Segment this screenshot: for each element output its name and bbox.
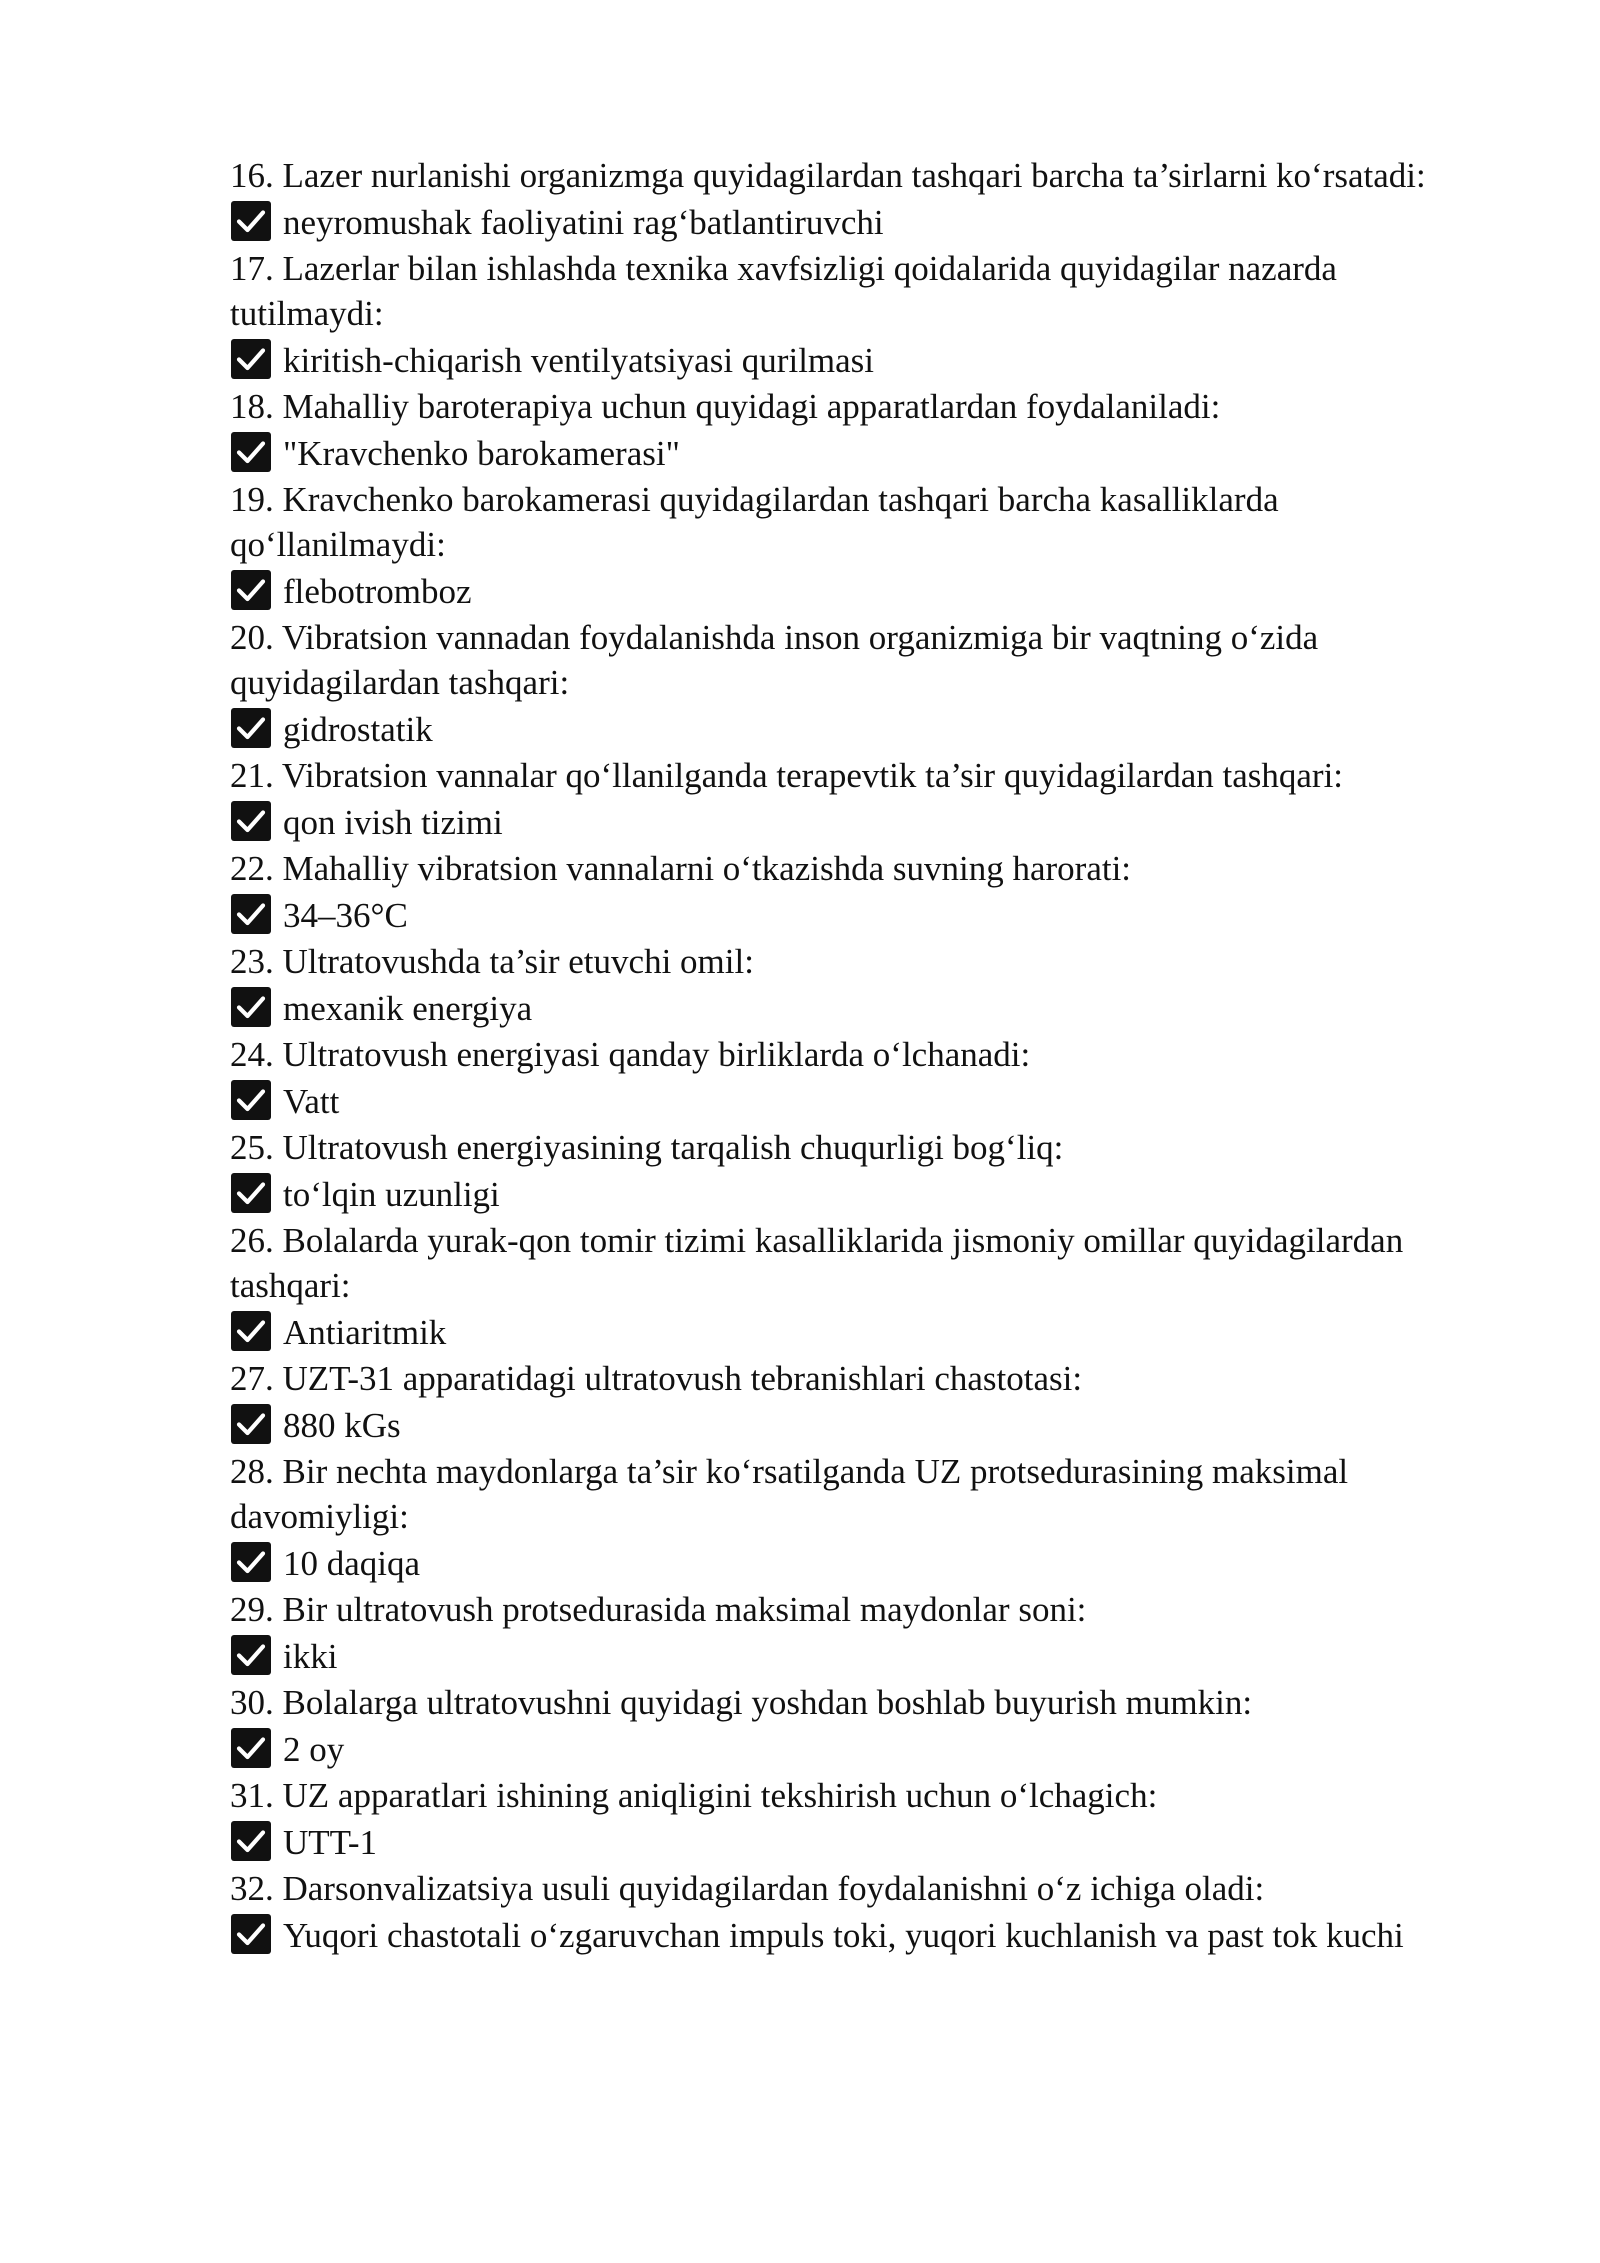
answer-text: 34–36°C — [283, 896, 408, 935]
question-text: 18. Mahalliy baroterapiya uchun quyidagi apparatlardan foydalaniladi: — [230, 387, 1221, 426]
question-block-26 — [230, 1218, 1462, 1355]
checkbox-checked-icon — [230, 1310, 272, 1352]
answer-row — [230, 1310, 1462, 1355]
question-text: 31. UZ apparatlari ishining aniqligini tekshirish uchun o‘lchagich: — [230, 1776, 1158, 1815]
question-text: 19. Kravchenko barokamerasi quyidagilardan tashqari barcha kasalliklarda qo‘llanilmaydi: — [230, 480, 1279, 564]
question-text: 32. Darsonvalizatsiya usuli quyidagilardan foydalanishni o‘z ichiga oladi: — [230, 1869, 1265, 1908]
checkbox-checked-icon — [230, 1634, 272, 1676]
answer-text: gidrostatik — [283, 710, 433, 749]
question-block-27 — [230, 1356, 1462, 1448]
question-text: 21. Vibratsion vannalar qo‘llanilganda terapevtik ta’sir quyidagilardan tashqari: — [230, 756, 1344, 795]
answer-row — [230, 1079, 1462, 1124]
question-block-28 — [230, 1449, 1462, 1586]
question-text: 27. UZT-31 apparatidagi ultratovush tebranishlari chastotasi: — [230, 1359, 1083, 1398]
answer-text: UTT-1 — [283, 1823, 377, 1862]
answer-row — [230, 1634, 1462, 1679]
question-text: 22. Mahalliy vibratsion vannalarni o‘tkazishda suvning harorati: — [230, 849, 1132, 888]
answer-row — [230, 1172, 1462, 1217]
checkbox-checked-icon — [230, 800, 272, 842]
question-block-30 — [230, 1680, 1462, 1772]
question-block-23 — [230, 939, 1462, 1031]
answer-text: to‘lqin uzunligi — [283, 1175, 500, 1214]
checkbox-checked-icon — [230, 431, 272, 473]
answer-text: 10 daqiqa — [283, 1544, 421, 1583]
answer-row — [230, 1541, 1462, 1586]
question-block-29 — [230, 1587, 1462, 1679]
answer-text: flebotromboz — [283, 572, 472, 611]
answer-row — [230, 893, 1462, 938]
answer-row — [230, 1913, 1462, 1958]
answer-text: Antiaritmik — [283, 1313, 447, 1352]
question-block-20 — [230, 615, 1462, 752]
answer-row — [230, 1403, 1462, 1448]
checkbox-checked-icon — [230, 1541, 272, 1583]
question-text: 16. Lazer nurlanishi organizmga quyidagilardan tashqari barcha ta’sirlarni ko‘rsatadi: — [230, 156, 1426, 195]
question-text: 20. Vibratsion vannadan foydalanishda inson organizmiga bir vaqtning o‘zida quyidagilardan tashqari: — [230, 618, 1319, 702]
checkbox-checked-icon — [230, 1913, 272, 1955]
checkbox-checked-icon — [230, 200, 272, 242]
checkbox-checked-icon — [230, 707, 272, 749]
answer-row — [230, 800, 1462, 845]
document-page — [230, 153, 1462, 1959]
question-block-18 — [230, 384, 1462, 476]
question-block-24 — [230, 1032, 1462, 1124]
answer-text: 2 oy — [283, 1730, 345, 1769]
answer-row — [230, 1727, 1462, 1772]
question-text: 23. Ultratovushda ta’sir etuvchi omil: — [230, 942, 754, 981]
answer-row — [230, 338, 1462, 383]
question-text: 30. Bolalarga ultratovushni quyidagi yoshdan boshlab buyurish mumkin: — [230, 1683, 1253, 1722]
checkbox-checked-icon — [230, 1079, 272, 1121]
answer-text: Vatt — [283, 1082, 340, 1121]
checkbox-checked-icon — [230, 338, 272, 380]
answer-text: Yuqori chastotali o‘zgaruvchan impuls toki, yuqori kuchlanish va past tok kuchi — [283, 1916, 1404, 1955]
answer-row — [230, 569, 1462, 614]
question-text: 28. Bir nechta maydonlarga ta’sir ko‘rsatilganda UZ protsedurasining maksimal davomiyligi: — [230, 1452, 1349, 1536]
question-block-25 — [230, 1125, 1462, 1217]
question-text: 26. Bolalarda yurak-qon tomir tizimi kasalliklarida jismoniy omillar quyidagilardan tashqari: — [230, 1221, 1404, 1305]
question-block-21 — [230, 753, 1462, 845]
question-text: 29. Bir ultratovush protsedurasida maksimal maydonlar soni: — [230, 1590, 1087, 1629]
question-block-17 — [230, 246, 1462, 383]
checkbox-checked-icon — [230, 1727, 272, 1769]
question-block-32 — [230, 1866, 1462, 1958]
question-text: 24. Ultratovush energiyasi qanday birliklarda o‘lchanadi: — [230, 1035, 1031, 1074]
answer-row — [230, 200, 1462, 245]
checkbox-checked-icon — [230, 1403, 272, 1445]
checkbox-checked-icon — [230, 569, 272, 611]
answer-text: "Kravchenko barokamerasi" — [283, 434, 680, 473]
question-block-31 — [230, 1773, 1462, 1865]
question-text: 25. Ultratovush energiyasining tarqalish chuqurligi bog‘liq: — [230, 1128, 1064, 1167]
checkbox-checked-icon — [230, 986, 272, 1028]
answer-text: neyromushak faoliyatini rag‘batlantiruvchi — [283, 203, 884, 242]
answer-row — [230, 1820, 1462, 1865]
question-text: 17. Lazerlar bilan ishlashda texnika xavfsizligi qoidalarida quyidagilar nazarda tutilmaydi: — [230, 249, 1337, 333]
checkbox-checked-icon — [230, 893, 272, 935]
question-block-16 — [230, 153, 1462, 245]
answer-text: ikki — [283, 1637, 338, 1676]
answer-row — [230, 707, 1462, 752]
answer-text: qon ivish tizimi — [283, 803, 503, 842]
answer-row — [230, 986, 1462, 1031]
checkbox-checked-icon — [230, 1820, 272, 1862]
answer-text: mexanik energiya — [283, 989, 533, 1028]
checkbox-checked-icon — [230, 1172, 272, 1214]
question-block-22 — [230, 846, 1462, 938]
answer-row — [230, 431, 1462, 476]
question-block-19 — [230, 477, 1462, 614]
answer-text: 880 kGs — [283, 1406, 401, 1445]
answer-text: kiritish-chiqarish ventilyatsiyasi qurilmasi — [283, 341, 875, 380]
